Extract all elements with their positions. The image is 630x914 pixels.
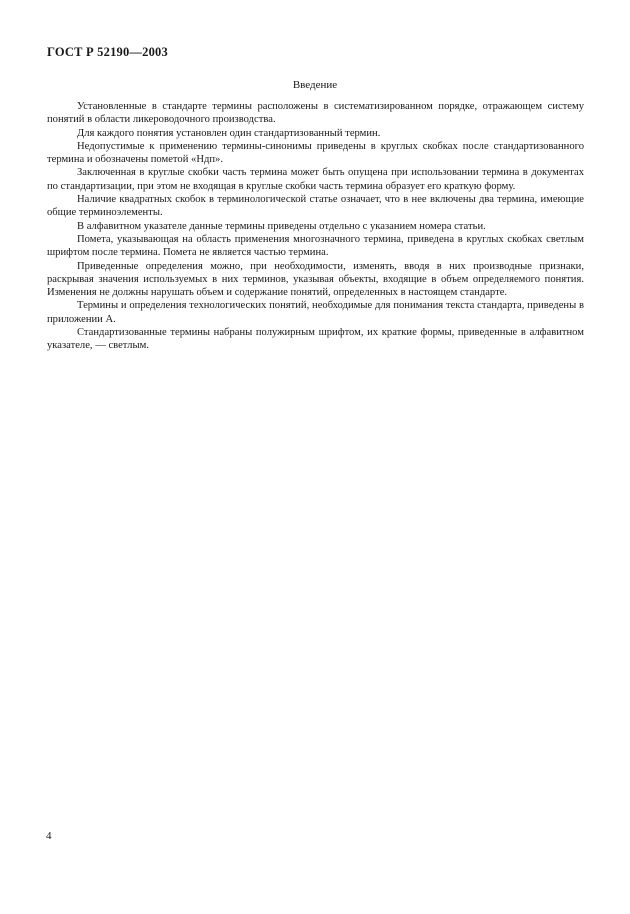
body-text bbox=[47, 100, 584, 353]
paragraph: Заключенная в круглые скобки часть термина может быть опущена при использовании термина в документах по стандартизации, при этом не входящая в круглые скобки часть термина образует его краткую форму. bbox=[47, 167, 584, 192]
paragraph: Приведенные определения можно, при необходимости, изменять, вводя в них производные признаки, раскрывая значения используемых в них терминов, указывая объекты, входящие в объем определяемого понятия. Изменения не должны нарушать объем и содержание понятий, определенных в настоящем стандарте. bbox=[47, 260, 584, 299]
paragraph: Для каждого понятия установлен один стандартизованный термин. bbox=[77, 127, 381, 139]
paragraph: Термины и определения технологических понятий, необходимые для понимания текста стандарта, приведены в приложении А. bbox=[47, 300, 584, 325]
page-number: 4 bbox=[46, 830, 52, 842]
paragraph: Стандартизованные термины набраны полужирным шрифтом, их краткие формы, приведенные в алфавитном указателе, — светлым. bbox=[47, 327, 584, 352]
section-title: Введение bbox=[292, 79, 338, 91]
document-header: ГОСТ Р 52190—2003 bbox=[47, 45, 168, 59]
paragraph: В алфавитном указателе данные термины приведены отдельно с указанием номера статьи. bbox=[77, 220, 486, 232]
paragraph: Помета, указывающая на область применения многозначного термина, приведена в круглых скобках светлым шрифтом после термина. Помета не является частью термина. bbox=[47, 233, 584, 259]
paragraph: Наличие квадратных скобок в терминологической статье означает, что в нее включены два термина, имеющие общие терминоэлементы. bbox=[47, 194, 584, 219]
paragraph: Установленные в стандарте термины расположены в систематизированном порядке, отражающем систему понятий в области ликероводочного производства. bbox=[47, 101, 584, 126]
paragraph: Недопустимые к применению термины-синонимы приведены в круглых скобках после стандартизованного термина и обозначены пометой «Ндп». bbox=[47, 140, 584, 166]
